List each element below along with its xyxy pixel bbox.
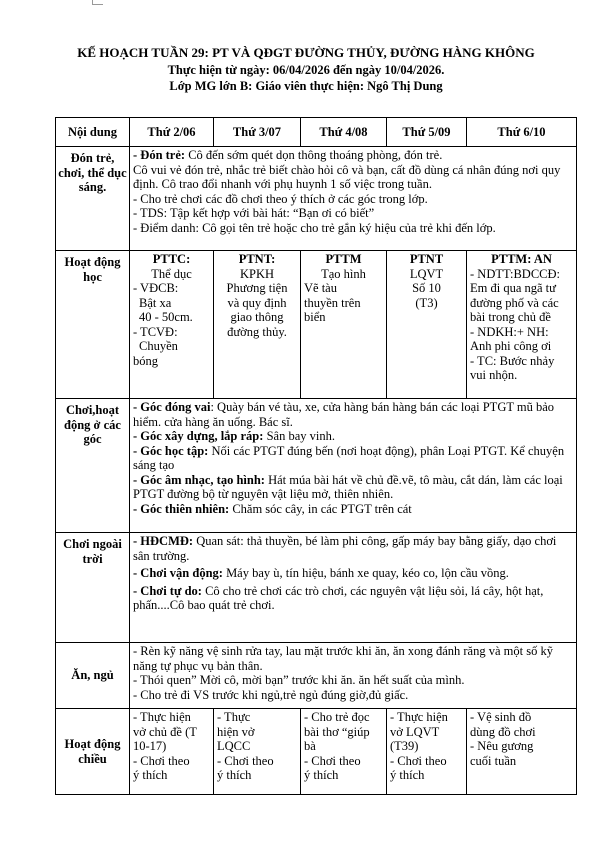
plan-class-teacher: Lớp MG lớn B: Giáo viên thực hiện: Ngô Thị Dung	[169, 79, 443, 93]
table-row	[56, 709, 577, 795]
table-row	[56, 643, 577, 709]
table-row	[56, 399, 577, 533]
column-header: Thứ 3/07	[214, 118, 301, 147]
afternoon-cell-wed: - Cho trẻ đọc bài thơ “giúp bà - Chơi theo ý thích	[301, 709, 387, 795]
learning-cell-fri: PTTM: AN - NDTT:BDCCĐ: Em đi qua ngã tư đường phố và các bài trong chủ đề - NDKH:+ NH: Anh phi công ơi - TC: Bước nhảy vui nhộn.	[467, 251, 577, 399]
list-item: - Góc đóng vai: Quày bán vé tàu, xe, cửa hàng bán hàng bán các loại PTGT mũ bảo hiểm. cửa hàng ăn uống. Bác sĩ.	[133, 400, 555, 429]
table-row	[56, 147, 577, 251]
list-item: - Góc xây dựng, lắp ráp: Sân bay vinh.	[133, 429, 335, 443]
row-label: Ăn, ngủ	[56, 643, 130, 709]
learning-cell-thu: PTNT LQVT Số 10 (T3)	[387, 251, 467, 399]
learning-cell-wed: PTTM Tạo hình Vẽ tàu thuyền trên biển	[301, 251, 387, 399]
list-item: - TDS: Tập kết hợp với bài hát: “Bạn ơi có biết”	[133, 206, 375, 220]
afternoon-cell-thu: - Thực hiện vở LQVT (T39) - Chơi theo ý thích	[387, 709, 467, 795]
plan-title: KẾ HOẠCH TUẦN 29: PT VÀ QĐGT ĐƯỜNG THỦY, ĐƯỜNG HÀNG KHÔNG	[77, 45, 535, 60]
row-label: Chơi ngoài trời	[56, 533, 130, 643]
meals-content	[130, 643, 577, 709]
column-header: Thứ 5/09	[387, 118, 467, 147]
column-header: Thứ 2/06	[130, 118, 214, 147]
list-item: - Chơi tự do: Cô cho trẻ chơi các trò chơi, các nguyên vật liệu sỏi, lá cây, hột hạt, phấn....Cô bao quát trẻ chơi.	[133, 583, 544, 612]
welcome-content	[130, 147, 577, 251]
list-item: - HĐCMĐ: Quan sát: thả thuyền, bé làm phi công, gấp máy bay bằng giấy, dạo chơi sân trường.	[133, 534, 557, 563]
column-header: Nội dung	[56, 118, 130, 147]
list-item: - Cho trẻ đi VS trước khi ngủ,trẻ ngủ đúng giờ,đủ giấc.	[133, 687, 409, 702]
page-corner-mark	[92, 0, 103, 5]
row-label: Hoạt động học	[56, 251, 130, 399]
weekly-plan-table	[55, 117, 577, 795]
list-item: - Thói quen” Mời cô, mời bạn” trước khi ăn. ăn hết suất của mình.	[133, 673, 465, 687]
list-item: - Góc thiên nhiên: Chăm sóc cây, in các PTGT trên cát	[133, 501, 412, 516]
list-item: - Góc học tập: Nối các PTGT đúng bến (nơi hoạt động), phân Loại PTGT. Kể chuyện sáng tạo	[133, 443, 565, 472]
row-label: Hoạt động chiều	[56, 709, 130, 795]
row-label: Đón trẻ, chơi, thể dục sáng.	[56, 147, 130, 251]
row-label: Chơi,hoạt động ở các góc	[56, 399, 130, 533]
learning-cell-mon: PTTC: Thể dục - VĐCB: Bật xa 40 - 50cm. - TCVĐ: Chuyền bóng	[130, 251, 214, 399]
learning-cell-tue: PTNT: KPKH Phương tiện và quy định giao thông đường thủy.	[214, 251, 301, 399]
column-header: Thứ 6/10	[467, 118, 577, 147]
table-header-row	[56, 118, 577, 147]
list-item: - Điểm danh: Cô gọi tên trẻ hoặc cho trẻ gắn ký hiệu của trẻ khi đến lớp.	[133, 220, 496, 235]
list-item: - Góc âm nhạc, tạo hình: Hát múa bài hát về chủ đề.vẽ, tô màu, cắt dán, làm các loại PTGT đường bộ từ nguyên vật liệu mở, thiên nhiên.	[133, 472, 563, 501]
list-item: - Chơi vận động: Máy bay ù, tín hiệu, bánh xe quay, kéo co, lộn cầu vồng.	[133, 566, 509, 580]
afternoon-cell-tue: - Thực hiện vở LQCC - Chơi theo ý thích	[214, 709, 301, 795]
table-row	[56, 533, 577, 643]
document-header	[0, 44, 612, 94]
afternoon-cell-mon: - Thực hiện vở chủ đề (T 10-17) - Chơi theo ý thích	[130, 709, 214, 795]
afternoon-cell-fri: - Vệ sinh đồ dùng đồ chơi - Nêu gương cuối tuần	[467, 709, 577, 795]
list-item: - Cho trẻ chơi các đồ chơi theo ý thích ở các góc trong lớp.	[133, 191, 428, 206]
list-item: Cô vui vẻ đón trẻ, nhắc trẻ biết chào hỏi cô và bạn, cất đồ dùng cá nhân đúng nơi quy định. Cô trao đổi nhanh với phụ huynh 1 số việc trong tuần.	[133, 162, 561, 191]
column-header: Thứ 4/08	[301, 118, 387, 147]
table-row	[56, 251, 577, 399]
plan-dates: Thực hiện từ ngày: 06/04/2026 đến ngày 10/04/2026.	[167, 63, 445, 77]
list-item: - Rèn kỹ năng vệ sinh rửa tay, lau mặt trước khi ăn, ăn xong đánh răng và một số kỹ năng tự phục vụ bản thân.	[133, 644, 553, 673]
list-item: - Đón trẻ: Cô đến sớm quét dọn thông thoáng phòng, đón trẻ.	[133, 148, 443, 162]
outdoor-content	[130, 533, 577, 643]
corners-content	[130, 399, 577, 533]
